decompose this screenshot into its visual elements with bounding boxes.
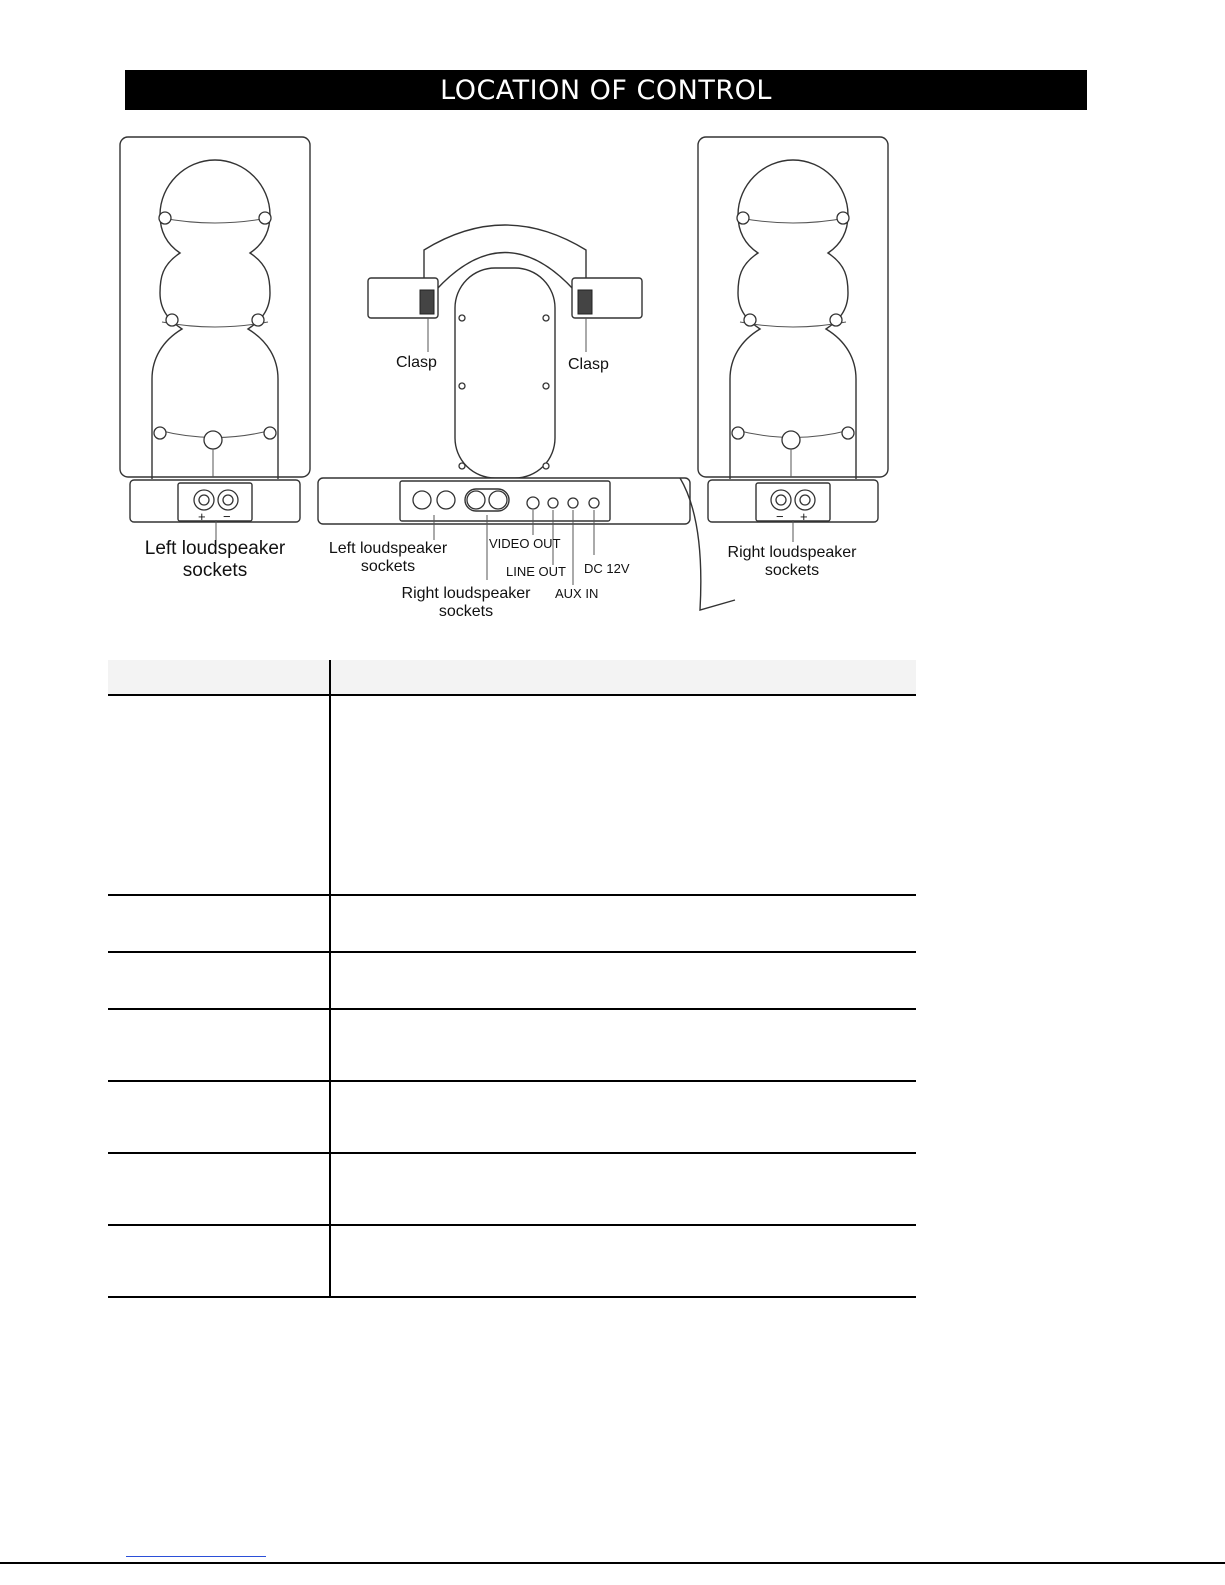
- clasp-left-label: Clasp: [396, 354, 437, 371]
- label-line: sockets: [182, 559, 248, 581]
- control-location-diagram: [0, 0, 1225, 640]
- table-cell: [108, 1153, 330, 1225]
- table-cell: [108, 952, 330, 1009]
- label-line: sockets: [438, 603, 494, 621]
- table-row: [108, 1009, 916, 1081]
- label-line: sockets: [360, 558, 416, 576]
- table-header-cell-description: [330, 660, 916, 695]
- table-header-cell-control: [108, 660, 330, 695]
- table-cell: [108, 1225, 330, 1297]
- table-cell: [330, 895, 916, 952]
- right-speaker-sockets-label: [721, 544, 863, 581]
- table-row: [108, 895, 916, 952]
- table-row: [108, 1153, 916, 1225]
- table-cell: [108, 1081, 330, 1153]
- table-cell: [330, 695, 916, 895]
- video-out-label: VIDEO OUT: [489, 536, 561, 551]
- right-panel-minus-mark: −: [776, 509, 784, 524]
- label-line: Left loudspeaker: [328, 540, 448, 557]
- center-right-sockets-label: [396, 585, 536, 622]
- aux-in-label: AUX IN: [555, 586, 599, 601]
- right-panel-plus-mark: +: [800, 509, 808, 524]
- right-speaker: [698, 137, 888, 542]
- table-cell: [330, 1153, 916, 1225]
- footer-link-underline: [126, 1556, 266, 1557]
- left-panel-plus-mark: +: [198, 509, 206, 524]
- left-speaker-sockets-label: [140, 538, 290, 582]
- clasp-right-label: Clasp: [568, 356, 609, 373]
- table-cell: [330, 1009, 916, 1081]
- label-line: Right loudspeaker: [401, 585, 531, 602]
- center-left-sockets-label: [318, 540, 458, 577]
- table-cell: [108, 695, 330, 895]
- footer-rule: [0, 1562, 1225, 1564]
- label-line: Right loudspeaker: [727, 544, 857, 561]
- table-row: [108, 1225, 916, 1297]
- line-out-label: LINE OUT: [506, 564, 566, 579]
- table-row: [108, 952, 916, 1009]
- left-panel-minus-mark: −: [223, 509, 231, 524]
- label-line: sockets: [764, 562, 820, 580]
- dc-12v-label: DC 12V: [584, 561, 630, 576]
- table-header-row: [108, 660, 916, 695]
- table-row: [108, 1081, 916, 1153]
- table-row: [108, 695, 916, 895]
- table-cell: [330, 1225, 916, 1297]
- label-line: Left loudspeaker: [144, 538, 286, 559]
- table-cell: [108, 1009, 330, 1081]
- controls-description-table: [108, 660, 916, 1298]
- left-speaker: [120, 137, 310, 540]
- table-cell: [330, 952, 916, 1009]
- table-cell: [330, 1081, 916, 1153]
- table-cell: [108, 895, 330, 952]
- page-title: LOCATION OF CONTROL: [440, 74, 772, 106]
